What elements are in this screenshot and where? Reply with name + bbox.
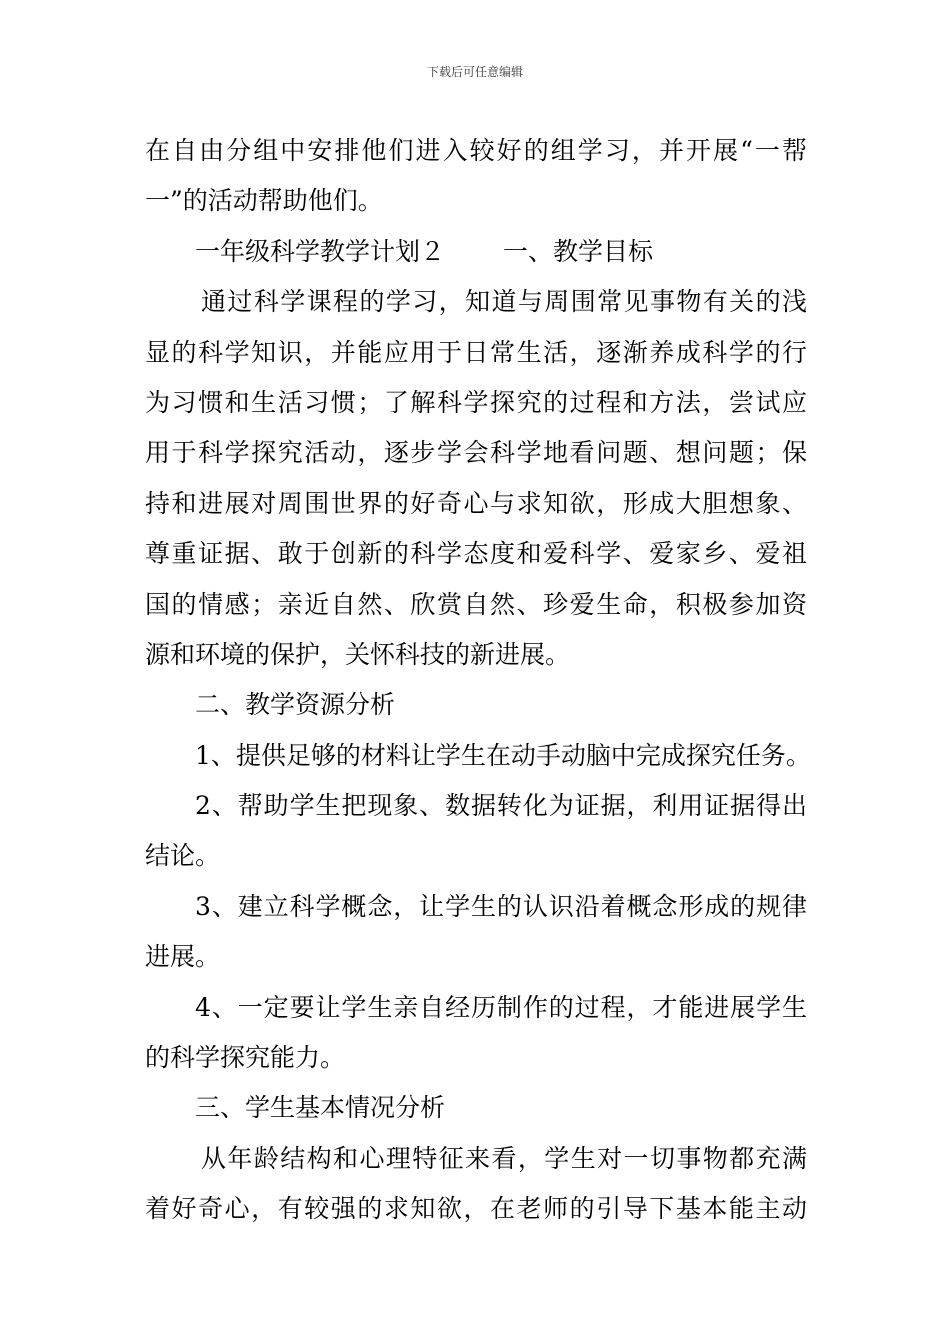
text-line: 源和环境的保护，关怀科技的新进展。 xyxy=(145,639,571,669)
section-heading: 三、学生基本情况分析 xyxy=(195,1093,446,1123)
text-line: 为习惯和生活习惯；了解科学探究的过程和方法，尝试应 xyxy=(145,387,807,417)
text-line: 4、一定要让学生亲自经历制作的过程，才能进展学生 xyxy=(195,992,807,1022)
text-line: 一”的活动帮助他们。 xyxy=(145,186,383,216)
text-line: 用于科学探究活动，逐步学会科学地看问题、想问题；保 xyxy=(145,438,807,468)
text-line: 3、建立科学概念，让学生的认识沿着概念形成的规律 xyxy=(195,891,807,921)
document-body xyxy=(145,126,811,1235)
text-line: 显的科学知识，并能应用于日常生活，逐渐养成科学的行 xyxy=(145,337,807,367)
plan-title: 一年级科学教学计划２ xyxy=(195,236,446,266)
section-heading: 二、教学资源分析 xyxy=(195,690,396,720)
text-line: 结论。 xyxy=(145,841,221,871)
text-line: 国的情感；亲近自然、欣赏自然、珍爱生命，积极参加资 xyxy=(145,589,807,619)
text-line: 2、帮助学生把现象、数据转化为证据，利用证据得出 xyxy=(195,791,807,821)
text-line: 1、提供足够的材料让学生在动手动脑中完成探究任务。 xyxy=(195,740,811,770)
text-line: 进展。 xyxy=(145,942,221,972)
page-header: 下载后可任意编辑 xyxy=(426,65,523,79)
heading-teaching-goals: 一、教学目标 xyxy=(503,236,654,266)
text-line: 尊重证据、敢于创新的科学态度和爱科学、爱家乡、爱祖 xyxy=(145,539,807,569)
text-line: 着好奇心，有较强的求知欲，在老师的引导下基本能主动 xyxy=(145,1194,807,1224)
text-line: 在自由分组中安排他们进入较好的组学习，并开展“一帮 xyxy=(145,136,807,165)
text-line: 从年龄结构和心理特征来看，学生对一切事物都充满 xyxy=(201,1143,807,1173)
text-line: 持和进展对周围世界的好奇心与求知欲，形成大胆想象、 xyxy=(145,488,807,518)
text-line: 通过科学课程的学习，知道与周围常见事物有关的浅 xyxy=(201,287,807,317)
section-heading xyxy=(145,227,807,277)
text-line: 的科学探究能力。 xyxy=(145,1043,346,1073)
